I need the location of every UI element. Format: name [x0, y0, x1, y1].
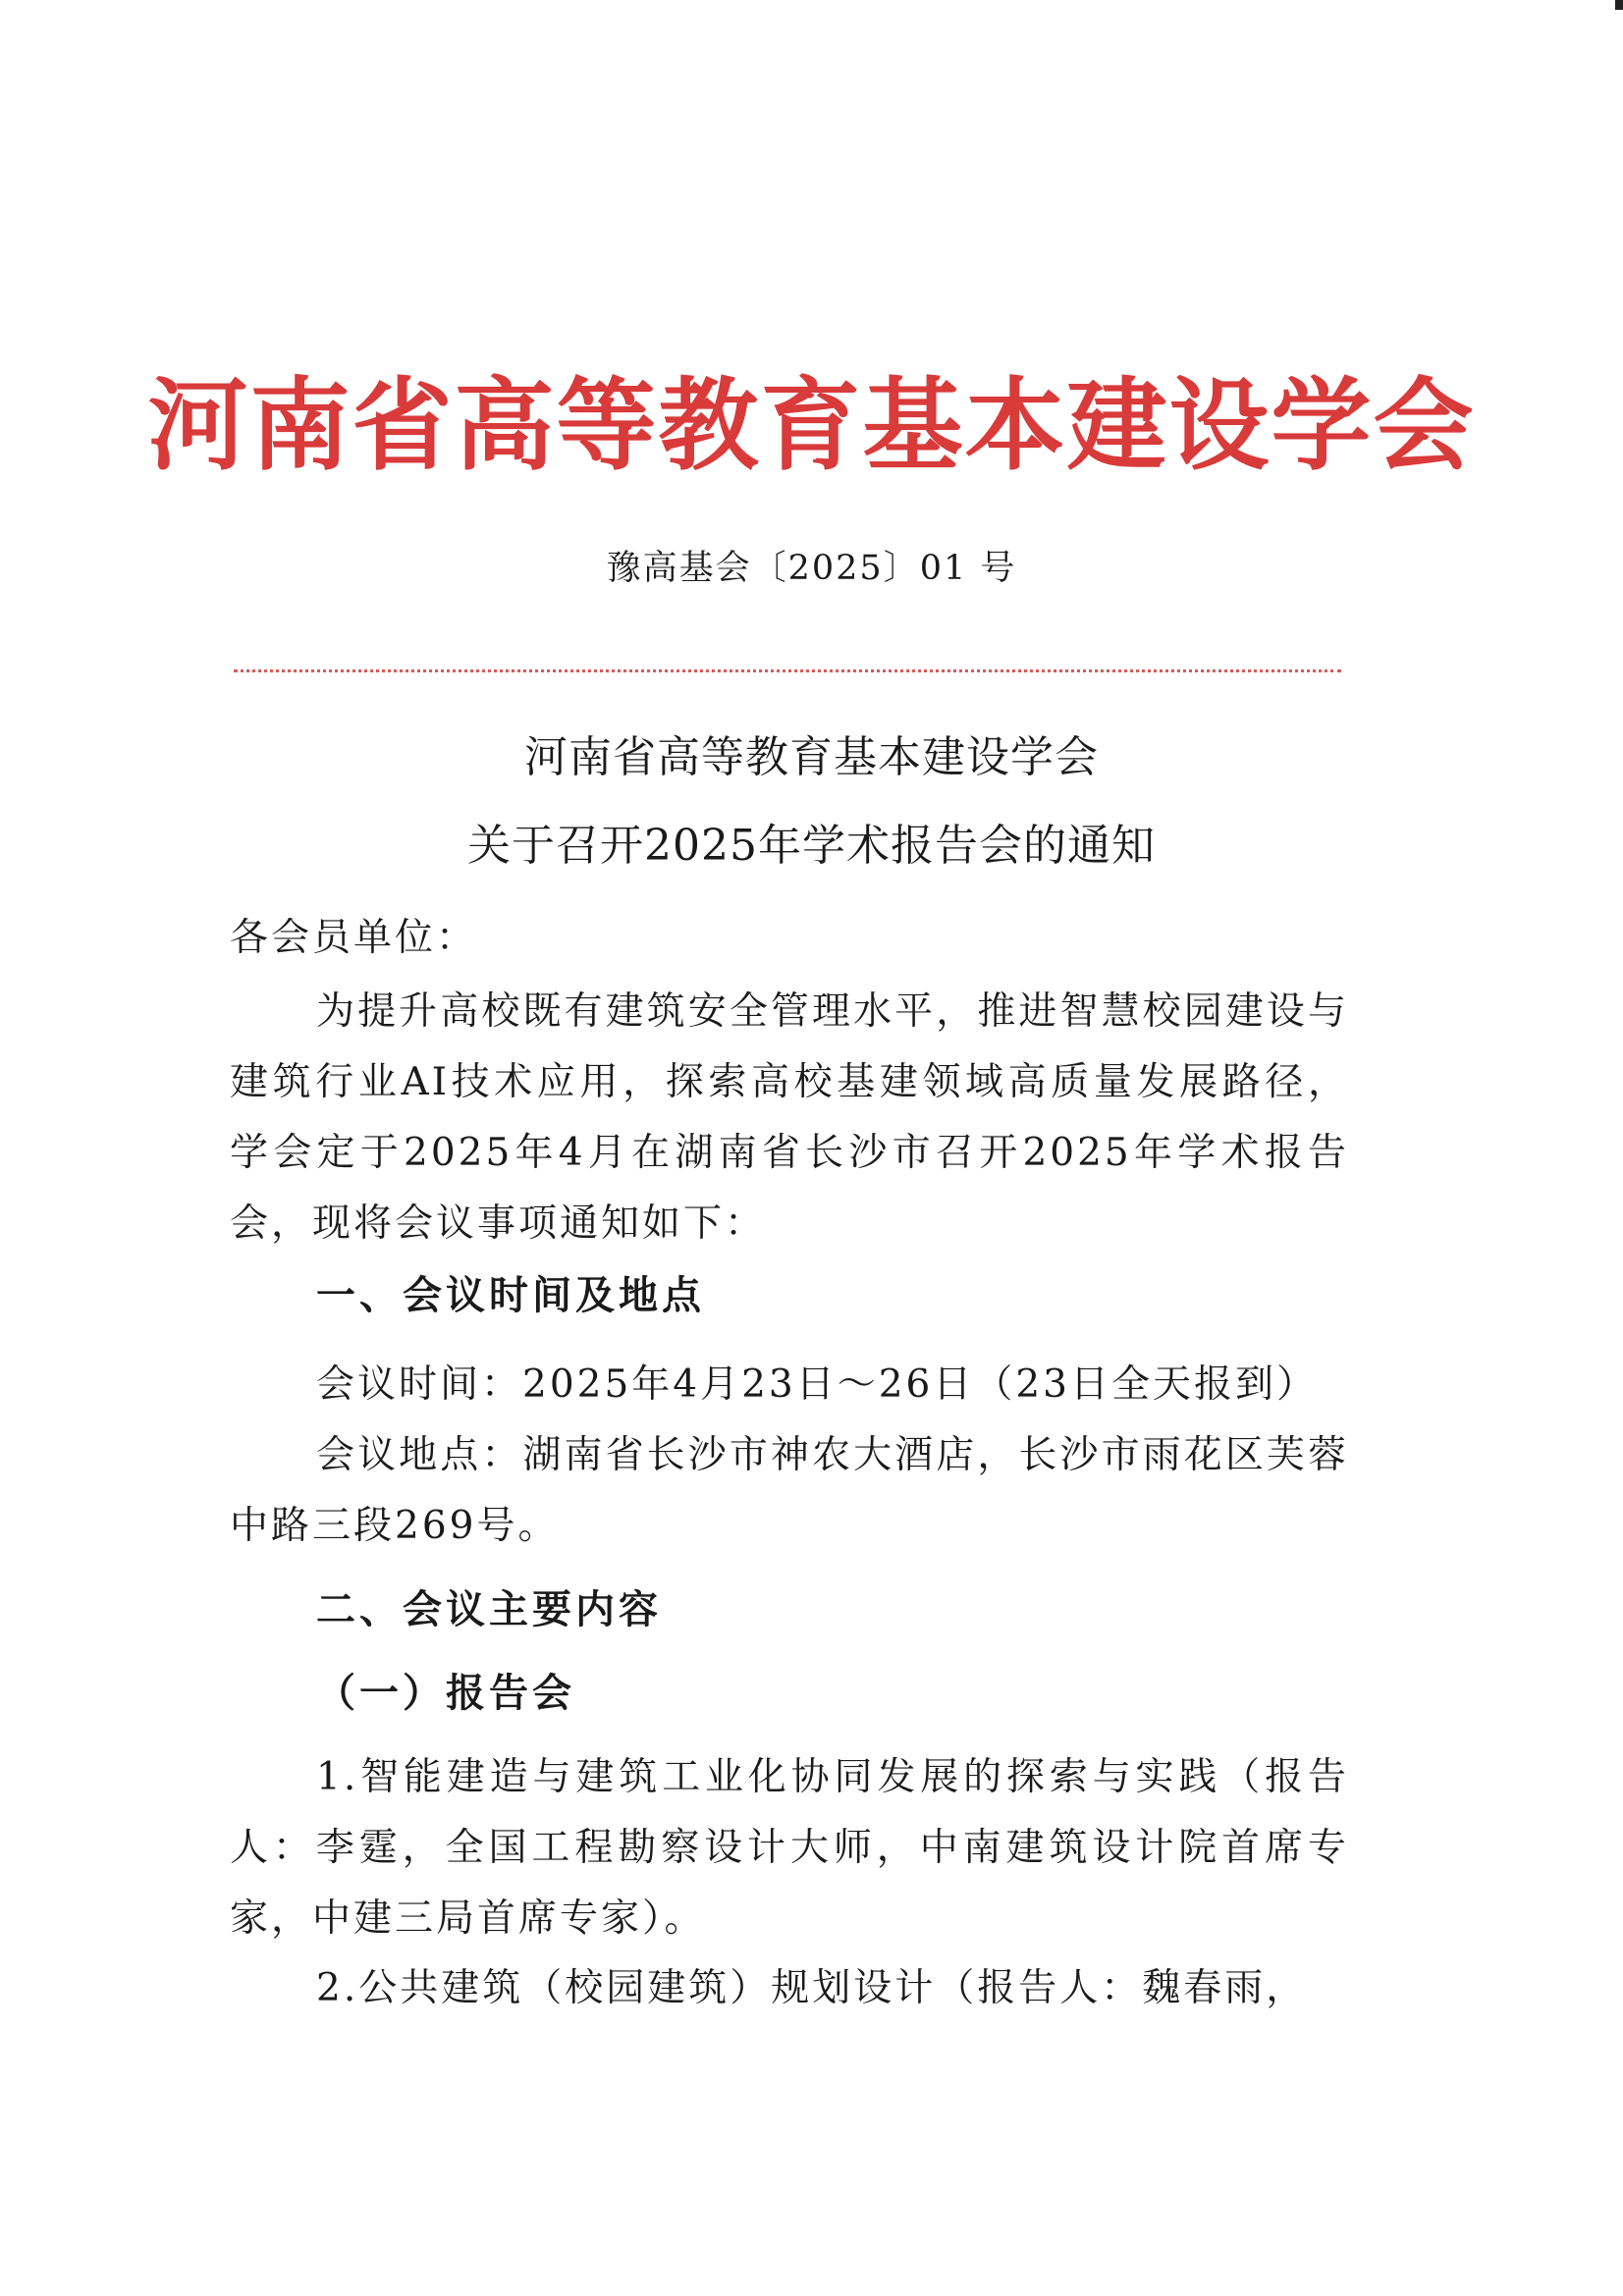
notice-title-line-1: 河南省高等教育基本建设学会 — [524, 732, 1099, 782]
organization-header: 河南省高等教育基本建设学会 — [147, 372, 1476, 483]
header-divider-line — [234, 669, 1341, 672]
report-item-2: 2.公共建筑（校园建筑）规划设计（报告人：魏春雨， — [316, 1966, 1308, 2010]
salutation: 各会员单位： — [230, 916, 478, 960]
scan-corner-mark — [1615, 0, 1623, 10]
report-item-1: 1.智能建造与建筑工业化协同发展的探索与实践（报告人：李霆，全国工程勘察设计大师，中南建筑设计院首席专家，中建三局首席专家）。 — [230, 1755, 1349, 1941]
meeting-venue: 会议地点：湖南省长沙市神农大酒店，长沙市雨花区芙蓉中路三段269号。 — [230, 1433, 1349, 1548]
subsection-heading-reports: （一）报告会 — [316, 1670, 575, 1716]
notice-title-line-2: 关于召开2025年学术报告会的通知 — [467, 821, 1156, 871]
section-heading-time-venue: 一、会议时间及地点 — [316, 1272, 705, 1318]
section-heading-main-content: 二、会议主要内容 — [316, 1586, 662, 1632]
document-number: 豫高基会〔2025〕01 号 — [606, 549, 1017, 588]
meeting-time: 会议时间：2025年4月23日～26日（23日全天报到） — [316, 1362, 1318, 1407]
intro-paragraph: 为提升高校既有建筑安全管理水平，推进智慧校园建设与建筑行业AI技术应用，探索高校基建领域高质量发展路径，学会定于2025年4月在湖南省长沙市召开2025年学术报告会，现将会议事项通知如下： — [230, 989, 1349, 1246]
